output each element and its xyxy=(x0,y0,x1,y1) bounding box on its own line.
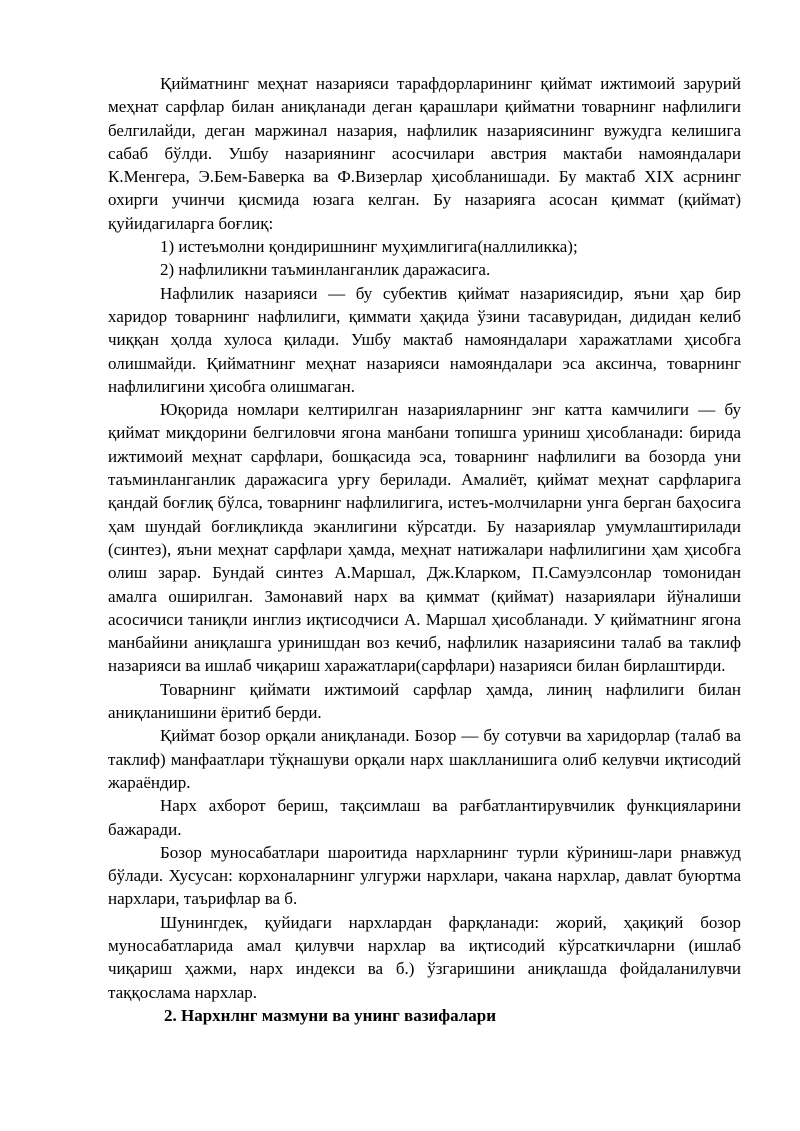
paragraph-commodity-value: Товарнинг қиймати ижтимоий сарфлар ҳамда, линиң нафлилиги билан аниқланишини ёритиб берди. xyxy=(108,679,741,723)
section-heading: 2. Нархнлнг мазмуни ва унинг вазифалари xyxy=(164,1006,497,1025)
paragraph-shortcomings: Юқорида номлари келтирилган назарияларнинг энг катта камчилиги — бу қиймат миқдорини белгиловчи ягона манбани топишга уриниш ҳисобланади: бирида ижтимоий меҳнат сарфлари, бошқасида эса, товарнинг нафлилиги ва бозорда уни таъминланганлик даражасига урғу берилади. Амалиёт, қиймат меҳнат сарфларига қандай боғлиқ бўлса, товарнинг нафлилигига, истеъ-молчиларни унга берган баҳосига ҳам шундай боғлиқликда эканлигини кўрсатди. Бу назариялар умумлаштирилади (синтез), яъни меҳнат сарфлари ҳамда, меҳнат натижалари нафлилигини ҳам ҳисобга олиш зарар. Бундай синтез А.Маршал, Дж.Кларком, П.Самуэлсонлар томонидан амалга оширилган. Замонавий нарх ва қиммат (қиймат) назариялари йўналиши асосичиси таниқли инглиз иқтисодчиси А. Маршал ҳисобланади. У қийматнинг ягона манбайини аниқлашга уринишдан воз кечиб, нафлилик назариясини талаб ва таклиф назарияси ва ишлаб чиқариш харажатлари(сарфлари) назарияси билан бирлаштирди. xyxy=(108,400,741,676)
paragraph-value-theory: Қийматнинг меҳнат назарияси тарафдорларининг қиймат ижтимоий зарурий меҳнат сарфлар билан аниқланади деган қарашлари қийматни товарнинг нафлилиги белгилайди, деган маржинал назария, нафлилик назариясининг вужудга келишига сабаб бўлди. Ушбу назариянинг асосчилари австрия мактаби намояндалари К.Менгера, Э.Бем-Баверка ва Ф.Визерлар ҳисобланишади. Бу мактаб XIX асрнинг охирги учинчи қисмида юзага келган. Бу назарияга асосан қиммат (қиймат) қуйидагиларга боғлиқ: xyxy=(108,74,741,233)
list-item-1: 1) истеъмолни қондиришнинг муҳимлигига(наллиликка); xyxy=(160,237,578,257)
list-item-2: 2) нафлиликни таъминланганлик даражасига. xyxy=(160,260,491,280)
paragraph-price-types: Бозор муносабатлари шароитида нархларнинг турли кўриниш-лари рнавжуд бўлади. Хусусан: корхоналарнинг улгуржи нархлари, чакана нархлар, давлат буюртма нархлари, таърифлар ва б. xyxy=(108,842,741,909)
paragraph-utility-theory: Нафлилик назарияси — бу субектив қиймат назариясидир, яъни ҳар бир харидор товарнинг нафлилиги, қиммати ҳақида ўзини тасавуридан, дидидан келиб чиққан ҳолда хулоса қилади. Ушбу мактаб намояндалари харажатлами ҳисобга олишмайди. Қийматнинг меҳнат назарияси намояндалари эса аксинча, товарнинг нафлилигини ҳисобга олишмаган. xyxy=(108,283,741,396)
paragraph-price-functions: Нарх ахборот бериш, тақсимлаш ва рағбатлантирувчилик функцияларини бажаради. xyxy=(108,796,741,839)
paragraph-market: Қиймат бозор орқали аниқланади. Бозор — бу сотувчи ва харидорлар (талаб ва таклиф) манфаатлари тўқнашуви орқали нарх шаклланишига олиб келувчи иқтисодий жараёндир. xyxy=(108,726,741,792)
document-body xyxy=(108,72,741,1004)
paragraph-comparable-prices: Шунингдек, қуйидаги нархлардан фарқланади: жорий, ҳақиқий бозор муносабатларида амал қилувчи нархлар ва иқтисодий кўрсаткичларни (ишлаб чиқариш ҳажми, нарх индекси ва б.) ўзгаришини аниқлашда фойдаланилувчи таққослама нархлар. xyxy=(108,912,741,1002)
